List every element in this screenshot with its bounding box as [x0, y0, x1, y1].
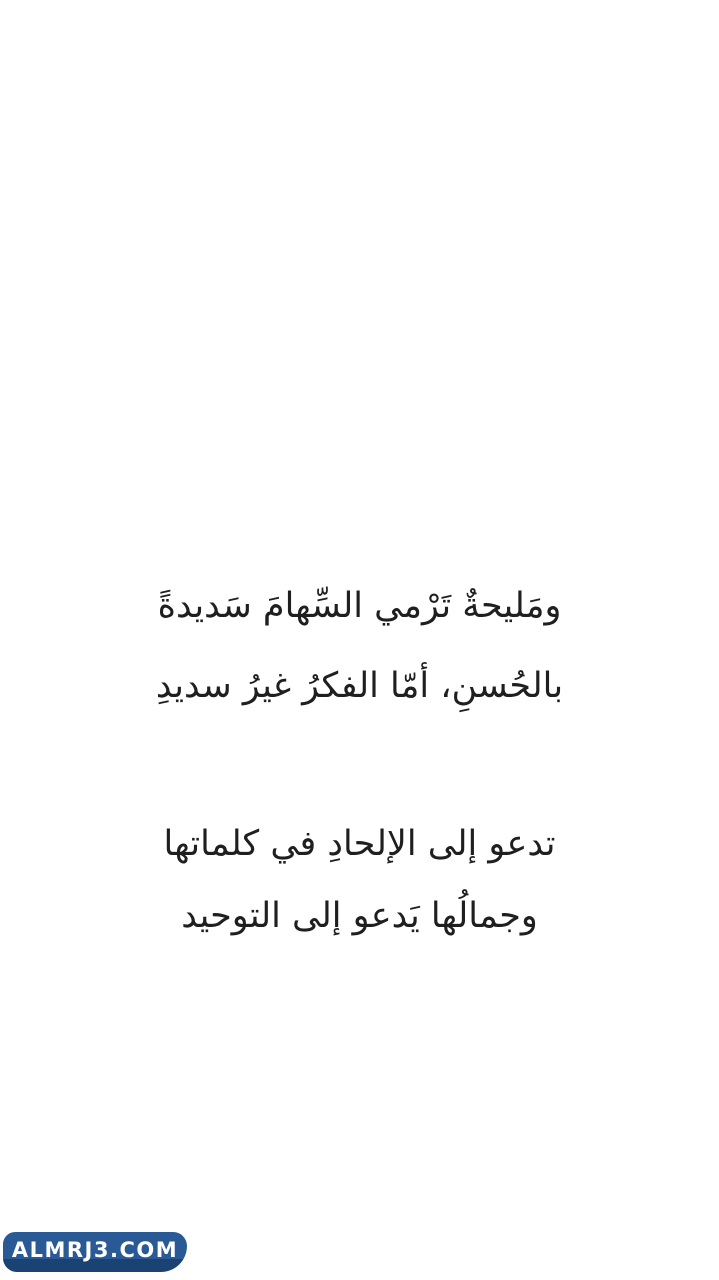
watermark-site-label: ALMRJ3.COM: [11, 1237, 179, 1262]
poem-line-2: بالحُسنِ، أمّا الفكرُ غيرُ سديدِ: [155, 666, 564, 706]
poem-line-3: تدعو إلى الإلحادِ في كلماتها: [163, 824, 556, 864]
poem-line-1: ومَليحةٌ تَرْمي السِّهامَ سَديدةً: [157, 586, 562, 626]
poem-text-block: [0, 566, 719, 952]
poem-line-4: وجمالُها يَدعو إلى التوحيد: [181, 896, 538, 936]
poem-stanza-2: [0, 808, 719, 952]
almrj3-watermark-badge: [3, 1232, 187, 1272]
poem-stanza-1: [0, 566, 719, 726]
